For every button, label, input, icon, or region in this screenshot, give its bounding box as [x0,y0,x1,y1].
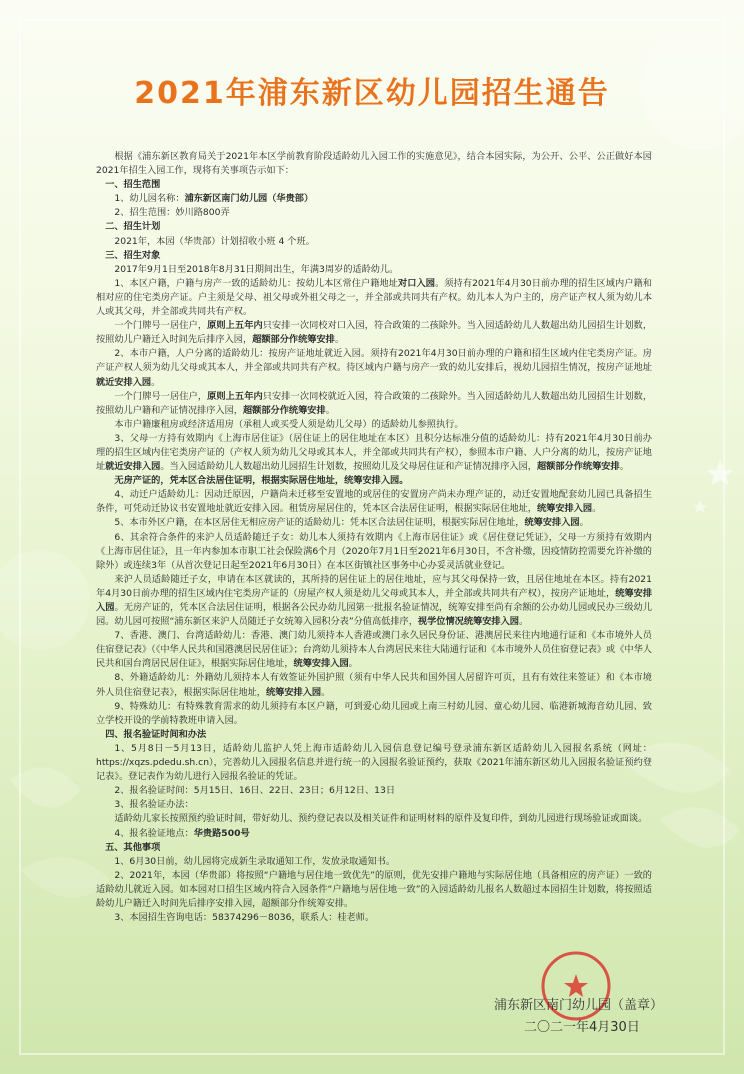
plan-classes: 2021年，本园（华贵部）计划招收小班 4 个班。 [114,235,315,247]
targets-item-2-note: 一个门牌号一居住户，原则上五年内只安排一次同校就近入园，符合政策的二孩除外。当入园适龄幼儿人数超出幼儿园招生计划数，按照幼儿户籍和产证情况排序入园，超额部分作统筹安排。 [96,390,653,416]
targets-item-6-note: 来沪人员适龄随迁子女，申请在本区就读的，其所持的居住证上的居住地址，应与其父母保持一致，且居住地址在本区。持有2021年4月30日前办理的招生区域内住宅类房产证的（房屋产权人须是幼儿父母或其本人，并全部或共同共有产权），按房产证地址，统筹安排入园。无房产证的，凭本区合法居住证明，根据各公民办幼儿园第一批报名验证情况，统筹安排至尚有余额的公办幼儿园或民办三级幼儿园。幼儿园可按照“浦东新区来沪人员随迁子女统筹入园积分表”分值高低排序，视学位情况统筹安排入园。 [96,573,653,628]
intro-paragraph: 根据《浦东新区教育局关于2021年本区学前教育阶段适龄幼儿入园工作的实施意见》，结合本园实际，为公开、公平、公正做好本园2021年招生入园工作，现将有关事项告示如下： [96,151,652,177]
registration-item-2: 2、报名验证时间：5月15日、16日、22日、23日；6月12日、13日 [114,785,396,797]
targets-item-7: 7、香港、澳门、台湾适龄幼儿：香港、澳门幼儿须持本人香港或澳门永久居民身份证、港澳居民来往内地通行证和《本市境外人员住宿登记表》（《中华人民共和国港澳居民居住证》；台湾幼儿须持本人台湾居民来往大陆通行证和《本市境外人员住宿登记表》或《中华人民共和国台湾居民居住证》，根据实际居住地址，统筹安排入园。 [96,630,652,670]
targets-low-rent-note: 本市户籍廉租房或经济适用房（承租人或买受人须是幼儿父母）的适龄幼儿参照执行。 [114,418,464,430]
scope-kindergarten-name: 1、幼儿园名称：浦东新区南门幼儿园（华贵部） [114,193,314,205]
section-heading-other: 五、其他事项 [105,841,161,853]
targets-item-9: 9、特殊幼儿：有特殊教育需求的幼儿须持有本区户籍，可到爱心幼儿园或上南三村幼儿园、童心幼儿园、临港新城海音幼儿园、致立学校开设的学前特教班申请入园。 [96,700,652,726]
targets-item-3: 3、父母一方持有效期内《上海市居住证》（居住证上的居住地址在本区）且积分达标准分值的适龄幼儿：持有2021年4月30日前办理的招生区域内住宅类房产证的（产权人须为幼儿父母或其本人，并全部或共同共有产权），参照本市户籍、人户分离的幼儿，按房产证地址就近安排入园。当入园适龄幼儿人数超出幼儿园招生计划数，按照幼儿及父母居住证和产证情况排序入园，超额部分作统筹安排。 [96,432,652,473]
page-title: 2021年浦东新区幼儿园招生通告 [134,76,610,111]
targets-item-4: 4、动迁户适龄幼儿：因动迁原因，户籍尚未迁移至安置地的或居住的安置房产尚未办理产证的，动迁安置地配套幼儿园已具备招生条件，可凭动迁协议书安置地址就近安排入园。租赁房屋居住的，凭本区合法居住证明，根据实际居住地址，统筹安排入园。 [96,489,652,515]
targets-item-1: 1、本区户籍，户籍与房产一致的适龄幼儿：按幼儿本区常住户籍地址对口入园。须持有2021年4月30日前办理的招生区域内户籍和相对应的住宅类房产证。户主须是父母、祖父母或外祖父母之一，并全部或共同共有产权。幼儿本人为户主的，房产证产权人须为幼儿本人或其父母，并全部或共同共有产权。 [96,277,652,318]
section-heading-plan: 二、招生计划 [105,221,161,233]
registration-item-3: 3、报名验证办法： [114,799,194,811]
targets-item-6: 6、其余符合条件的来沪人员适龄随迁子女：幼儿本人须持有效期内《上海市居住证》或《居住登记凭证》，父母一方须持有效期内《上海市居住证》，且一年内参加本市职工社会保险满6个月（2020年7月1日至2021年6月30日，不含补缴，因疫情防控需要允许补缴的除外）或连续3年（从首次登记日起至2021年6月30日）在本区街镇社区事务中心办妥灵活就业登记。 [96,531,652,571]
section-heading-registration: 四、报名验证时间和办法 [105,728,207,740]
scope-area: 2、招生范围：妙川路800弄 [114,207,230,219]
registration-item-3-detail: 适龄幼儿家长按照预约验证时间，带好幼儿、预约登记表以及相关证件和证明材料的原件及复印件，到幼儿园进行现场验证或面谈。 [114,813,648,825]
other-item-3: 3、本园招生咨询电话：58374296－8036，联系人：桂老师。 [114,912,375,924]
other-item-1: 1、6月30日前，幼儿园将完成新生录取通知工作，发放录取通知书。 [114,855,396,867]
targets-item-8: 8、外籍适龄幼儿：外籍幼儿须持本人有效签证外国护照（须有中华人民共和国外国人居留许可页，且有有效往来签证）和《本市境外人员住宿登记表》，根据实际居住地址，统筹安排入园。 [96,672,652,698]
registration-item-1: 1、5月8日－5月13日，适龄幼儿监护人凭上海市适龄幼儿入园信息登记编号登录浦东新区适龄幼儿入园报名系统（网址：https://xqzs.pdedu.sh.cn），完善幼儿入园报名信息并进行统一的入园报名验证预约，获取《2021年浦东新区幼儿入园报名验证预约登记表》。登记表作为幼儿进行入园报名验证的凭证。 [96,742,652,783]
notice-body [96,150,652,925]
other-item-2: 2、2021年，本园（华贵部）将按照“户籍地与居住地一致优先”的原则，优先安排户籍地与实际居住地（具备相应的房产证）一致的适龄幼儿就近入园。如本园对口招生区域内符合入园条件“户籍地与居住地一致”的入园适龄幼儿报名人数超过本园招生计划数，将按照适龄幼儿户籍迁入时间先后排序安排入园，超额部分作统筹安排。 [96,869,652,909]
section-heading-targets: 三、招生对象 [105,249,161,261]
targets-item-5: 5、本市外区户籍，在本区居住无相应房产证的适龄幼儿：凭本区合法居住证明，根据实际居住地址，统筹安排入园。 [114,517,589,529]
registration-item-4: 4、报名验证地点：华贵路500号 [114,827,250,839]
section-heading-scope: 一、招生范围 [105,179,161,191]
signoff-block [494,995,663,1039]
targets-birthdate: 2017年9月1日至2018年8月31日期间出生，年满3周岁的适龄幼儿。 [114,263,399,275]
targets-item-1-note: 一个门牌号一居住户，原则上五年内只安排一次同校对口入园，符合政策的二孩除外。当入园适龄幼儿人数超出幼儿园招生计划数，按照幼儿户籍迁入时间先后排序入园，超额部分作统筹安排。 [96,320,653,346]
targets-item-2: 2、本市户籍，人户分离的适龄幼儿：按房产证地址就近入园。须持有2021年4月30日前办理的户籍和招生区域内住宅类房产证。房产证产权人须为幼儿父母或其本人，并全部或共同共有产权。待区域内户籍与房产一致的幼儿安排后，视幼儿园招生情况，按房产证地址就近安排入园。 [96,348,652,388]
signoff-date: 二〇二一年4月30日 [524,1020,640,1035]
targets-no-property-note: 无房产证的，凭本区合法居住证明，根据实际居住地址，统筹安排入园。 [114,475,409,487]
signoff-organization: 浦东新区南门幼儿园（盖章） [494,998,664,1013]
